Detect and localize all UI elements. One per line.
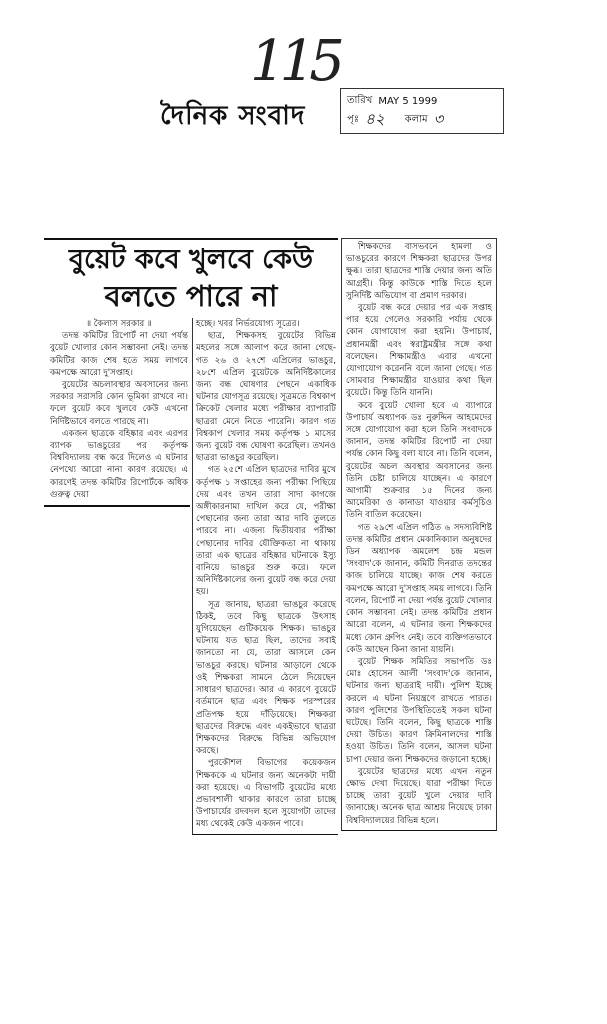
article-left-block bbox=[44, 238, 338, 835]
paragraph: বুয়েটের ছাত্রদের মধ্যে এখন নতুন ক্ষোভ দেখা দিয়েছে। যারা পরীক্ষা দিতে চাচ্ছে তারা বুয়েট খুলে দেয়ার দাবি জানাচ্ছে। অনেক ছাত্র আশ্রয় নিয়েছে ঢাকা বিশ্ববিদ্যালয়ের বিভিন্ন হলে। bbox=[346, 766, 492, 826]
clipping-stamp bbox=[340, 88, 504, 134]
paragraph: কবে বুয়েট খোলা হবে এ ব্যাপারে উপাচার্য অধ্যাপক ডঃ নুরুদ্দিন আহমেদের সঙ্গে যোগাযোগ করা হলে তিনি সংবাদকে জানান, তদন্ত কমিটির রিপোর্ট না দেয়া পর্যন্ত কোন কিছু বলা যাবে না। তিনি বলেন, বুয়েটের অচল অবস্থার অবসানের জন্য তিনি চেষ্টা চালিয়ে যাচ্ছেন। এ কারণে আগামী শুক্রবার ১৫ দিনের জন্য আমেরিকা ও কানাডা যাওয়ার কর্মসূচিও তিনি বাতিল করেছেন। bbox=[346, 400, 492, 521]
paragraph: একজন ছাত্রকে বহিষ্কার এবং এরপর ব্যাপক ভাঙচুরের পর কর্তৃপক্ষ বিশ্ববিদ্যালয় বন্ধ করে দিলেও এ ঘটনার নেপথ্যে আরো নানা কারণ রয়েছে। এ কারণেই তদন্ত কমিটির রিপোর্টকে অধিক গুরুত্ব দেয়া bbox=[50, 428, 188, 500]
paragraph: শিক্ষকদের বাসভবনে হামলা ও ভাঙচুরের কারণে শিক্ষকরা ছাত্রদের উপর ক্ষুব্ধ। তারা ছাত্রদের শাস্তি দেয়ার জন্য অতি আগ্রহী। কিন্তু কাউকে শাস্তি দিতে হলে সুনির্দিষ্ট অভিযোগ বা প্রমাণ দরকার। bbox=[346, 242, 492, 301]
column-value: ৩ bbox=[433, 110, 444, 128]
paragraph: সূত্র জানায়, ছাত্ররা ভাঙচুর করেছে ঠিকই, তবে কিছু ছাত্রকে উৎসাহ যুগিয়েছেন গুটিকয়েক শিক্ষক। ভাঙচুর ঘটনায় যত ছাত্র ছিল, তাদের সবাই জানতো না যে, তারা আসলে কেন ভাঙচুর করছে। ঘটনার আড়ালে থেকে ওই শিক্ষকরা সামনে ঠেলে দিয়েছেন সাধারণ ছাত্রদের। আর এ কারণে বুয়েটে বর্তমানে ছাত্র এবং শিক্ষক পরস্পরের প্রতিপক্ষ হয়ে দাঁড়িয়েছে। শিক্ষকরা ছাত্রদের বিরুদ্ধে এবং একইভাবে ছাত্ররা শিক্ষকদের বিরুদ্ধে বিভিন্ন অভিযোগ করছে। bbox=[196, 599, 336, 757]
column-label: কলাম bbox=[404, 114, 428, 125]
headline-line-1: বুয়েট কবে খুলবে কেউ bbox=[68, 244, 314, 275]
paragraph: বুয়েট বন্ধ করে দেয়ার পর এক সপ্তাহ পার হয়ে গেলেও সরকারি পর্যায় থেকে কোন যোগাযোগ করা হয়নি। উপাচার্য, প্রধানমন্ত্রী এবং স্বরাষ্ট্রমন্ত্রীর সঙ্গে কথা বলেছেন। শিক্ষামন্ত্রীও এবার এখনো যোগাযোগ করেননি বলে জানা গেছে। গত সোমবার শিক্ষামন্ত্রীর যাওয়ার কথা ছিল বুয়েটে। কিন্তু তিনি যাননি। bbox=[346, 303, 492, 399]
article-columns-left bbox=[44, 318, 338, 835]
newspaper-masthead: দৈনিক সংবাদ bbox=[160, 101, 306, 131]
headline-line-2: বলতে পারে না bbox=[104, 279, 278, 313]
paragraph: বুয়েটের অচলাবস্থার অবসানের জন্য সরকার সরাসরি কোন ভূমিকা রাখবে না। ফলে বুয়েট কবে খুলবে কেউ এখনো নির্দিষ্টভাবে বলতে পারছে না। bbox=[50, 380, 188, 427]
article-column-1 bbox=[44, 318, 190, 507]
article-headline bbox=[44, 238, 338, 318]
paragraph: পুরকৌশল বিভাগের কয়েকজন শিক্ষককে এ ঘটনার জন্য অনেকটা দায়ী করা হয়েছে। এ বিভাগটি বুয়েটের মধ্যে প্রভাবশালী থাকার কারণে তারা চাচ্ছে উপাচার্যের রদবদল হলে সুযোগটা তাদের মধ্য থেকেই কেউ একজন পাবে। bbox=[196, 758, 336, 830]
handwritten-number: 115 bbox=[250, 29, 339, 94]
article-column-2 bbox=[192, 318, 338, 835]
paragraph: বুয়েট শিক্ষক সমিতির সভাপতি ডঃ মোঃ হোসেন আলী 'সংবাদ'কে জানান, ঘটনার জন্য ছাত্ররাই দায়ী। পুলিশ ইচ্ছে করলে এ ঘটনা নিয়ন্ত্রণে রাখতে পারত। কারণ পুলিশের উপস্থিতিতেই সকল ঘটনা ঘটেছে। তিনি বলেন, কিছু ছাত্রকে শাস্তি দেয়া উচিত। কারণ ক্রিমিনালদের শাস্তি হওয়া উচিত। তিনি বলেন, আসল ঘটনা চাপা দেয়ার জন্য শিক্ষকদের জড়ানো হচ্ছে। bbox=[346, 656, 492, 765]
page-value: ৪২ bbox=[365, 110, 385, 128]
paragraph: গত ২৫শে এপ্রিল ছাত্রদের দাবির মুখে কর্তৃপক্ষ ১ সপ্তাহের জন্য পরীক্ষা পিছিয়ে দেয় এবং তখন তারা সাদা কাগজে অঙ্গীকারনামা দাখিল করে যে, পরীক্ষা পেছানোর জন্য তারা আর দাবি তুলতে পারবে না। এজন্য দ্বিতীয়বার পরীক্ষা পেছানোর দাবির যৌক্তিকতা না থাকায় তারা এক ছাত্রের বহিষ্কার ঘটনাকে ইস্যু বানিয়ে ভাঙচুর শুরু করে। ফলে অনির্দিষ্টকালের জন্য বুয়েট বন্ধ করে দেয়া হয়। bbox=[196, 465, 336, 598]
paragraph: তদন্ত কমিটির রিপোর্ট না দেয়া পর্যন্ত বুয়েট খোলার কোন সম্ভাবনা নেই। তদন্ত কমিটির কাজ শেষ হতে সময় লাগবে কমপক্ষে আরো দু'সপ্তাহ। bbox=[50, 331, 188, 378]
date-value: MAY 5 1999 bbox=[378, 96, 438, 107]
paragraph: ছাত্র, শিক্ষকসহ বুয়েটের বিভিন্ন মহলের সঙ্গে আলাপ করে জানা গেছে- গত ২৬ ও ২৭শে এপ্রিলের ভাঙচুর, ২৮শে এপ্রিল বুয়েটকে অনির্দিষ্টকালের জন্য বন্ধ ঘোষণার পেছনে একাধিক ঘটনার যোগসূত্র রয়েছে। সূত্রমতে বিশ্বকাপ ক্রিকেট খেলার মধ্যে পরীক্ষার ব্যাপারটি ছাত্ররা মেনে নিতে পারেনি। কারণ গত বিশ্বকাপ খেলার সময় কর্তৃপক্ষ ১ মাসের জন্য বুয়েট বন্ধ ঘোষণা করেছিল। তখনও ছাত্ররা ভাঙচুর করেছিল। bbox=[196, 331, 336, 464]
byline: ॥ কৈলাস সরকার ॥ bbox=[86, 319, 152, 329]
date-label: তারিখ bbox=[347, 95, 373, 106]
article-column-3 bbox=[341, 238, 497, 831]
paragraph: গত ২৯শে এপ্রিল গঠিত ৬ সদস্যবিশিষ্ট তদন্ত কমিটির প্রধান মেকানিক্যাল অনুষদের ডিন অধ্যাপক অমলেশ চন্দ্র মন্ডল 'সংবাদ'কে জানান, কমিটি দিনরাত তদন্তের কাজ চালিয়ে যাচ্ছে। কাজ শেষ করতে কমপক্ষে আরো দু'সপ্তাহ সময় লাগবে। তিনি বলেন, রিপোর্ট না দেয়া পর্যন্ত বুয়েট খোলার কোন সম্ভাবনা নেই। তদন্ত কমিটির প্রধান আরো বলেন, এ ঘটনার জন্য শিক্ষকদের মধ্যে কোন গ্রুপিং নেই। তবে ব্যক্তিগতভাবে কেউ আছেন কিনা জানা যায়নি। bbox=[346, 522, 492, 655]
paragraph: হচ্ছে। খবর নির্ভরযোগ্য সূত্রের। bbox=[196, 319, 300, 329]
page-label: পৃঃ bbox=[347, 114, 360, 125]
